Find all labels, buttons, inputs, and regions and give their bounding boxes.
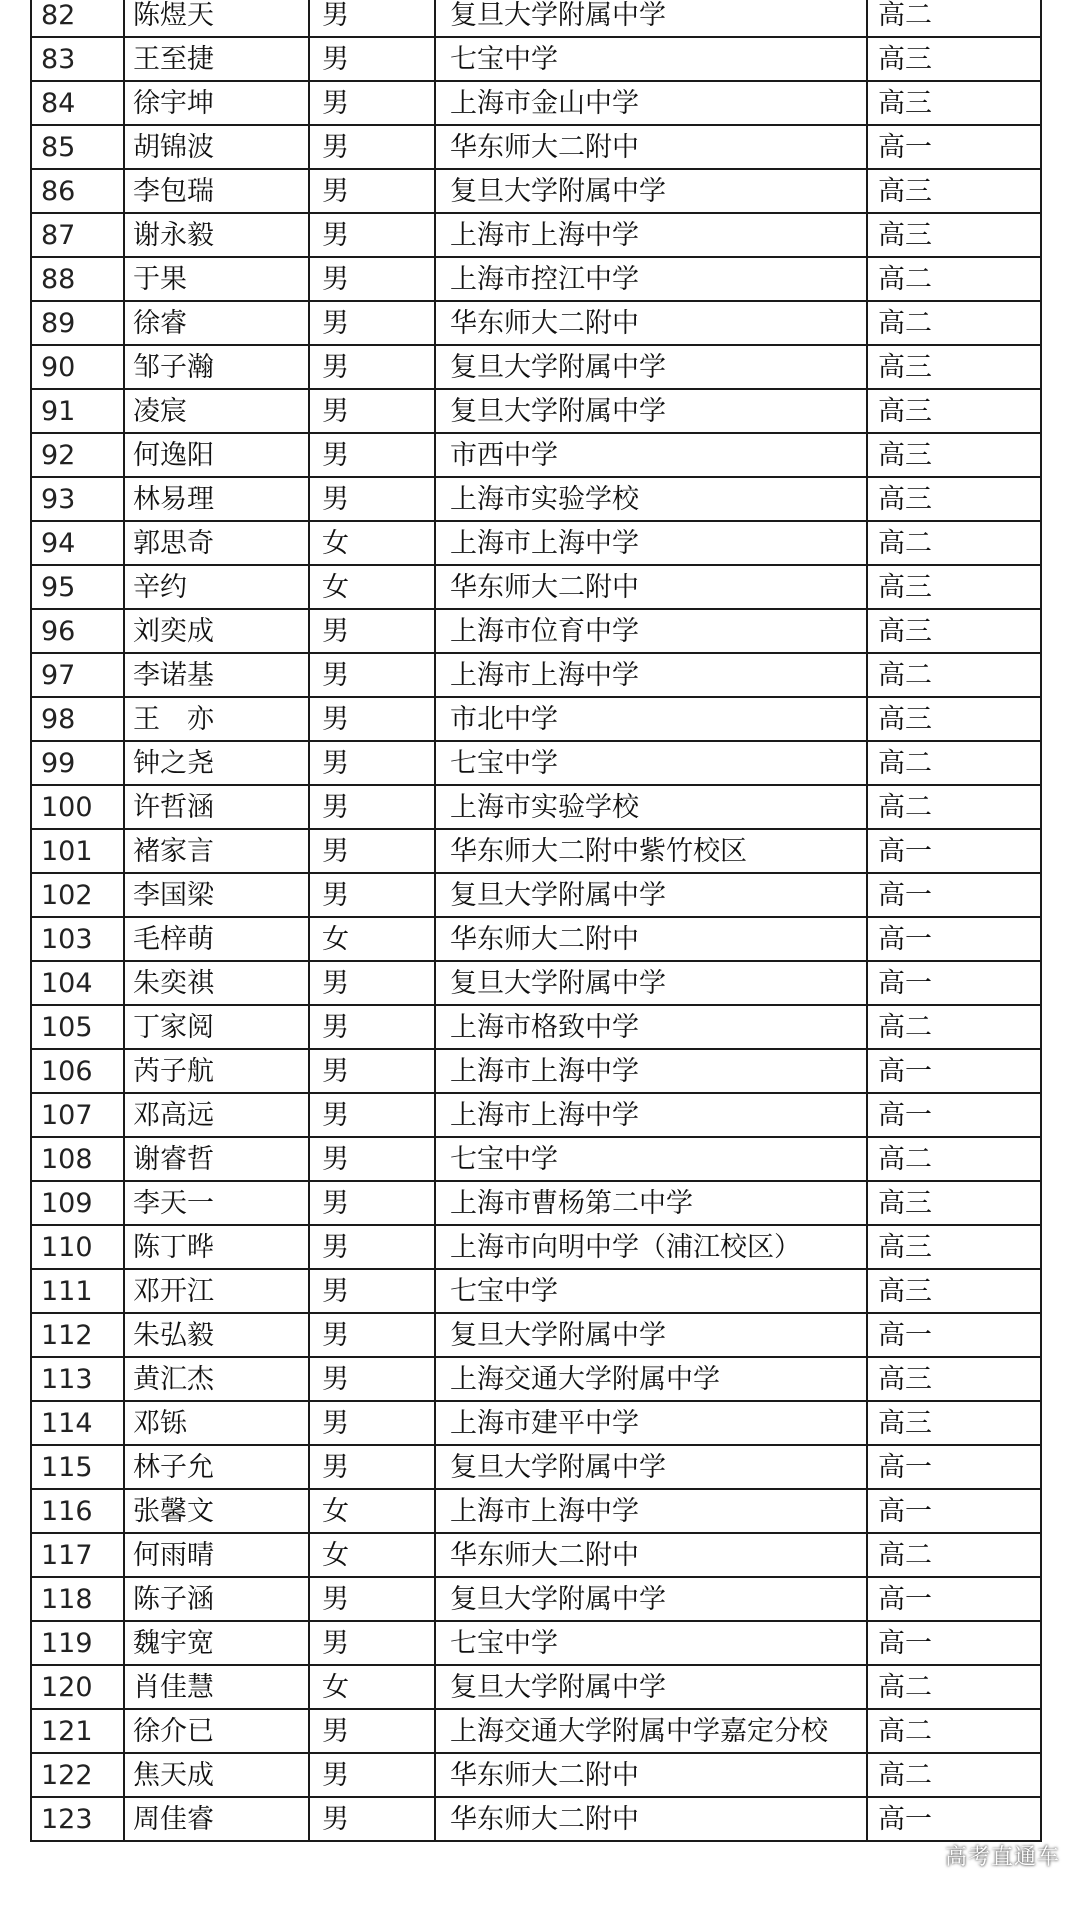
cell-number: 90 xyxy=(31,345,124,389)
table-row xyxy=(31,1137,1041,1181)
cell-grade: 高一 xyxy=(867,1577,1041,1621)
table-row xyxy=(31,1621,1041,1665)
cell-name: 刘奕成 xyxy=(124,609,309,653)
cell-name: 林子允 xyxy=(124,1445,309,1489)
cell-gender: 女 xyxy=(309,1533,435,1577)
cell-name: 邓高远 xyxy=(124,1093,309,1137)
cell-school: 华东师大二附中紫竹校区 xyxy=(435,829,867,873)
cell-gender: 男 xyxy=(309,301,435,345)
cell-gender: 男 xyxy=(309,1137,435,1181)
table-row xyxy=(31,433,1041,477)
cell-grade: 高三 xyxy=(867,1269,1041,1313)
cell-name: 陈丁晔 xyxy=(124,1225,309,1269)
cell-school: 华东师大二附中 xyxy=(435,1797,867,1841)
cell-grade: 高三 xyxy=(867,433,1041,477)
cell-gender: 男 xyxy=(309,1049,435,1093)
cell-grade: 高一 xyxy=(867,829,1041,873)
cell-number: 116 xyxy=(31,1489,124,1533)
cell-school: 上海市控江中学 xyxy=(435,257,867,301)
table-row xyxy=(31,609,1041,653)
cell-number: 105 xyxy=(31,1005,124,1049)
cell-grade: 高三 xyxy=(867,697,1041,741)
cell-name: 王至捷 xyxy=(124,37,309,81)
cell-number: 95 xyxy=(31,565,124,609)
cell-school: 上海市上海中学 xyxy=(435,653,867,697)
cell-number: 103 xyxy=(31,917,124,961)
cell-name: 于果 xyxy=(124,257,309,301)
cell-number: 84 xyxy=(31,81,124,125)
cell-school: 七宝中学 xyxy=(435,37,867,81)
table-row xyxy=(31,1093,1041,1137)
cell-number: 102 xyxy=(31,873,124,917)
cell-grade: 高一 xyxy=(867,1489,1041,1533)
cell-gender: 男 xyxy=(309,873,435,917)
table-row xyxy=(31,785,1041,829)
cell-school: 复旦大学附属中学 xyxy=(435,169,867,213)
cell-name: 李国梁 xyxy=(124,873,309,917)
table-row xyxy=(31,1269,1041,1313)
cell-number: 100 xyxy=(31,785,124,829)
cell-name: 陈煜天 xyxy=(124,0,309,37)
cell-number: 123 xyxy=(31,1797,124,1841)
cell-school: 市西中学 xyxy=(435,433,867,477)
cell-number: 120 xyxy=(31,1665,124,1709)
table-row xyxy=(31,741,1041,785)
cell-school: 复旦大学附属中学 xyxy=(435,1445,867,1489)
cell-grade: 高一 xyxy=(867,1445,1041,1489)
cell-school: 上海市上海中学 xyxy=(435,213,867,257)
cell-name: 邹子瀚 xyxy=(124,345,309,389)
table-row xyxy=(31,301,1041,345)
cell-name: 王 亦 xyxy=(124,697,309,741)
table-row xyxy=(31,1753,1041,1797)
cell-school: 上海市格致中学 xyxy=(435,1005,867,1049)
table-row xyxy=(31,1489,1041,1533)
cell-gender: 男 xyxy=(309,1401,435,1445)
cell-gender: 男 xyxy=(309,257,435,301)
cell-gender: 男 xyxy=(309,213,435,257)
table-row xyxy=(31,653,1041,697)
cell-name: 郭思奇 xyxy=(124,521,309,565)
table-row xyxy=(31,81,1041,125)
cell-number: 101 xyxy=(31,829,124,873)
table-row xyxy=(31,389,1041,433)
cell-school: 上海市向明中学（浦江校区） xyxy=(435,1225,867,1269)
table-row xyxy=(31,829,1041,873)
cell-name: 钟之尧 xyxy=(124,741,309,785)
table-row xyxy=(31,125,1041,169)
cell-number: 113 xyxy=(31,1357,124,1401)
cell-school: 上海市实验学校 xyxy=(435,785,867,829)
cell-name: 徐宇坤 xyxy=(124,81,309,125)
cell-number: 94 xyxy=(31,521,124,565)
cell-school: 上海市上海中学 xyxy=(435,1093,867,1137)
cell-grade: 高二 xyxy=(867,741,1041,785)
cell-gender: 男 xyxy=(309,1093,435,1137)
cell-number: 86 xyxy=(31,169,124,213)
cell-grade: 高三 xyxy=(867,345,1041,389)
cell-number: 118 xyxy=(31,1577,124,1621)
cell-school: 上海交通大学附属中学 xyxy=(435,1357,867,1401)
cell-number: 97 xyxy=(31,653,124,697)
cell-grade: 高三 xyxy=(867,1401,1041,1445)
cell-number: 93 xyxy=(31,477,124,521)
cell-school: 复旦大学附属中学 xyxy=(435,0,867,37)
cell-school: 市北中学 xyxy=(435,697,867,741)
cell-gender: 男 xyxy=(309,829,435,873)
cell-school: 复旦大学附属中学 xyxy=(435,345,867,389)
table-row xyxy=(31,1445,1041,1489)
cell-school: 华东师大二附中 xyxy=(435,917,867,961)
cell-number: 108 xyxy=(31,1137,124,1181)
cell-school: 华东师大二附中 xyxy=(435,301,867,345)
cell-grade: 高二 xyxy=(867,1137,1041,1181)
cell-number: 115 xyxy=(31,1445,124,1489)
cell-gender: 男 xyxy=(309,37,435,81)
cell-gender: 男 xyxy=(309,1709,435,1753)
cell-name: 何逸阳 xyxy=(124,433,309,477)
table-row xyxy=(31,565,1041,609)
cell-grade: 高一 xyxy=(867,1049,1041,1093)
cell-name: 胡锦波 xyxy=(124,125,309,169)
cell-school: 上海市上海中学 xyxy=(435,521,867,565)
cell-school: 上海市上海中学 xyxy=(435,1489,867,1533)
cell-grade: 高三 xyxy=(867,1181,1041,1225)
table-row xyxy=(31,1709,1041,1753)
cell-name: 周佳睿 xyxy=(124,1797,309,1841)
cell-number: 117 xyxy=(31,1533,124,1577)
cell-school: 复旦大学附属中学 xyxy=(435,389,867,433)
cell-gender: 男 xyxy=(309,1621,435,1665)
cell-school: 上海市实验学校 xyxy=(435,477,867,521)
table-row xyxy=(31,1533,1041,1577)
cell-number: 82 xyxy=(31,0,124,37)
cell-name: 谢永毅 xyxy=(124,213,309,257)
cell-number: 107 xyxy=(31,1093,124,1137)
cell-grade: 高二 xyxy=(867,1753,1041,1797)
cell-number: 110 xyxy=(31,1225,124,1269)
cell-name: 何雨晴 xyxy=(124,1533,309,1577)
cell-name: 李包瑞 xyxy=(124,169,309,213)
cell-school: 复旦大学附属中学 xyxy=(435,1665,867,1709)
student-list-table xyxy=(30,0,1042,1842)
cell-school: 上海市建平中学 xyxy=(435,1401,867,1445)
cell-school: 七宝中学 xyxy=(435,1137,867,1181)
table-row xyxy=(31,1665,1041,1709)
cell-name: 朱弘毅 xyxy=(124,1313,309,1357)
cell-grade: 高二 xyxy=(867,653,1041,697)
cell-grade: 高一 xyxy=(867,1621,1041,1665)
cell-gender: 男 xyxy=(309,697,435,741)
cell-gender: 男 xyxy=(309,169,435,213)
cell-grade: 高三 xyxy=(867,477,1041,521)
cell-name: 焦天成 xyxy=(124,1753,309,1797)
table-row xyxy=(31,213,1041,257)
table-row xyxy=(31,1313,1041,1357)
cell-gender: 男 xyxy=(309,345,435,389)
cell-school: 复旦大学附属中学 xyxy=(435,961,867,1005)
cell-number: 111 xyxy=(31,1269,124,1313)
cell-gender: 男 xyxy=(309,389,435,433)
cell-gender: 男 xyxy=(309,0,435,37)
cell-grade: 高二 xyxy=(867,1709,1041,1753)
cell-gender: 男 xyxy=(309,1357,435,1401)
table-row xyxy=(31,1049,1041,1093)
cell-number: 119 xyxy=(31,1621,124,1665)
cell-number: 121 xyxy=(31,1709,124,1753)
cell-school: 复旦大学附属中学 xyxy=(435,1577,867,1621)
cell-school: 上海市位育中学 xyxy=(435,609,867,653)
table-row xyxy=(31,1577,1041,1621)
cell-grade: 高一 xyxy=(867,1093,1041,1137)
cell-grade: 高二 xyxy=(867,0,1041,37)
cell-gender: 男 xyxy=(309,81,435,125)
table-row xyxy=(31,1005,1041,1049)
cell-grade: 高一 xyxy=(867,1797,1041,1841)
cell-name: 褚家言 xyxy=(124,829,309,873)
cell-gender: 男 xyxy=(309,125,435,169)
cell-gender: 男 xyxy=(309,1313,435,1357)
cell-gender: 男 xyxy=(309,1753,435,1797)
cell-grade: 高三 xyxy=(867,213,1041,257)
table-row xyxy=(31,345,1041,389)
cell-gender: 男 xyxy=(309,785,435,829)
table-row xyxy=(31,961,1041,1005)
cell-grade: 高三 xyxy=(867,37,1041,81)
cell-name: 张馨文 xyxy=(124,1489,309,1533)
cell-number: 85 xyxy=(31,125,124,169)
cell-grade: 高二 xyxy=(867,521,1041,565)
cell-gender: 女 xyxy=(309,1665,435,1709)
table-row xyxy=(31,1797,1041,1841)
cell-gender: 女 xyxy=(309,521,435,565)
table-row xyxy=(31,697,1041,741)
cell-gender: 女 xyxy=(309,917,435,961)
cell-grade: 高一 xyxy=(867,917,1041,961)
cell-number: 98 xyxy=(31,697,124,741)
cell-name: 凌宸 xyxy=(124,389,309,433)
cell-name: 肖佳慧 xyxy=(124,1665,309,1709)
cell-number: 99 xyxy=(31,741,124,785)
cell-grade: 高二 xyxy=(867,301,1041,345)
cell-gender: 男 xyxy=(309,609,435,653)
cell-gender: 男 xyxy=(309,477,435,521)
watermark-logo: 高考直通车 xyxy=(944,1845,1060,1870)
cell-name: 徐睿 xyxy=(124,301,309,345)
cell-grade: 高三 xyxy=(867,389,1041,433)
cell-name: 李天一 xyxy=(124,1181,309,1225)
cell-name: 丁家阅 xyxy=(124,1005,309,1049)
cell-number: 104 xyxy=(31,961,124,1005)
cell-grade: 高一 xyxy=(867,873,1041,917)
table-row xyxy=(31,1357,1041,1401)
cell-number: 106 xyxy=(31,1049,124,1093)
cell-gender: 男 xyxy=(309,1225,435,1269)
cell-name: 许哲涵 xyxy=(124,785,309,829)
table-row xyxy=(31,1401,1041,1445)
table-row xyxy=(31,1225,1041,1269)
cell-grade: 高三 xyxy=(867,1357,1041,1401)
cell-school: 华东师大二附中 xyxy=(435,565,867,609)
cell-school: 七宝中学 xyxy=(435,1621,867,1665)
cell-grade: 高二 xyxy=(867,785,1041,829)
cell-number: 87 xyxy=(31,213,124,257)
cell-grade: 高一 xyxy=(867,125,1041,169)
cell-name: 魏宇宽 xyxy=(124,1621,309,1665)
table-row xyxy=(31,37,1041,81)
cell-grade: 高一 xyxy=(867,1313,1041,1357)
cell-name: 朱奕祺 xyxy=(124,961,309,1005)
cell-school: 上海市曹杨第二中学 xyxy=(435,1181,867,1225)
table-row xyxy=(31,873,1041,917)
cell-school: 复旦大学附属中学 xyxy=(435,1313,867,1357)
cell-school: 华东师大二附中 xyxy=(435,1533,867,1577)
table-row xyxy=(31,0,1041,37)
table-row xyxy=(31,477,1041,521)
cell-school: 上海交通大学附属中学嘉定分校 xyxy=(435,1709,867,1753)
cell-name: 李诺基 xyxy=(124,653,309,697)
cell-gender: 女 xyxy=(309,1489,435,1533)
cell-grade: 高三 xyxy=(867,1225,1041,1269)
cell-school: 上海市金山中学 xyxy=(435,81,867,125)
cell-number: 109 xyxy=(31,1181,124,1225)
cell-name: 邓铄 xyxy=(124,1401,309,1445)
table-row xyxy=(31,257,1041,301)
cell-grade: 高三 xyxy=(867,81,1041,125)
cell-grade: 高二 xyxy=(867,1005,1041,1049)
table-row xyxy=(31,917,1041,961)
cell-gender: 女 xyxy=(309,565,435,609)
cell-number: 91 xyxy=(31,389,124,433)
cell-name: 邓开江 xyxy=(124,1269,309,1313)
cell-school: 上海市上海中学 xyxy=(435,1049,867,1093)
cell-name: 黄汇杰 xyxy=(124,1357,309,1401)
cell-number: 114 xyxy=(31,1401,124,1445)
cell-gender: 男 xyxy=(309,741,435,785)
cell-gender: 男 xyxy=(309,1577,435,1621)
cell-number: 89 xyxy=(31,301,124,345)
cell-gender: 男 xyxy=(309,1445,435,1489)
table-row xyxy=(31,521,1041,565)
cell-gender: 男 xyxy=(309,961,435,1005)
cell-number: 83 xyxy=(31,37,124,81)
cell-school: 七宝中学 xyxy=(435,741,867,785)
cell-name: 徐介已 xyxy=(124,1709,309,1753)
cell-gender: 男 xyxy=(309,1005,435,1049)
table-row xyxy=(31,1181,1041,1225)
cell-name: 毛梓萌 xyxy=(124,917,309,961)
cell-grade: 高二 xyxy=(867,257,1041,301)
table-body xyxy=(31,0,1041,1841)
cell-grade: 高二 xyxy=(867,1665,1041,1709)
cell-number: 92 xyxy=(31,433,124,477)
cell-name: 辛约 xyxy=(124,565,309,609)
cell-number: 112 xyxy=(31,1313,124,1357)
cell-gender: 男 xyxy=(309,1797,435,1841)
cell-number: 88 xyxy=(31,257,124,301)
cell-school: 华东师大二附中 xyxy=(435,125,867,169)
cell-name: 陈子涵 xyxy=(124,1577,309,1621)
cell-name: 谢睿哲 xyxy=(124,1137,309,1181)
cell-grade: 高二 xyxy=(867,1533,1041,1577)
cell-number: 122 xyxy=(31,1753,124,1797)
cell-school: 华东师大二附中 xyxy=(435,1753,867,1797)
cell-school: 复旦大学附属中学 xyxy=(435,873,867,917)
cell-grade: 高三 xyxy=(867,609,1041,653)
cell-gender: 男 xyxy=(309,1181,435,1225)
cell-school: 七宝中学 xyxy=(435,1269,867,1313)
cell-gender: 男 xyxy=(309,433,435,477)
cell-grade: 高三 xyxy=(867,565,1041,609)
cell-name: 林易理 xyxy=(124,477,309,521)
cell-name: 芮子航 xyxy=(124,1049,309,1093)
table-row xyxy=(31,169,1041,213)
cell-grade: 高一 xyxy=(867,961,1041,1005)
cell-number: 96 xyxy=(31,609,124,653)
cell-grade: 高三 xyxy=(867,169,1041,213)
cell-gender: 男 xyxy=(309,653,435,697)
cell-gender: 男 xyxy=(309,1269,435,1313)
